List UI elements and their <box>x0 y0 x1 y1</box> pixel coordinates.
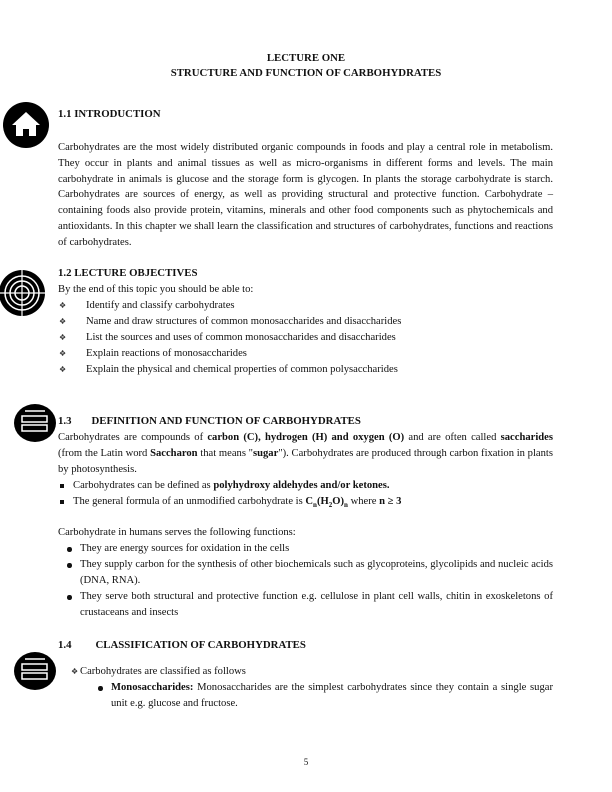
definition-heading: 1.3 DEFINITION AND FUNCTION OF CARBOHYDRATES <box>58 415 361 427</box>
list-item: ❖ Name and draw structures of common monosaccharides and disaccharides <box>58 314 553 330</box>
objectives-lead: By the end of this topic you should be able to: <box>58 284 254 295</box>
objectives-heading: 1.2 LECTURE OBJECTIVES <box>58 267 198 279</box>
list-item: They supply carbon for the synthesis of other biochemicals such as glycoproteins, glycolipids and nucleic acids (DNA, RNA). <box>67 557 553 589</box>
list-item: ❖ Explain the physical and chemical properties of common polysaccharides <box>58 362 553 378</box>
classification-sublist <box>98 680 553 712</box>
lecture-number: LECTURE ONE <box>266 52 346 64</box>
list-item: They are energy sources for oxidation in the cells <box>67 541 553 557</box>
list-item: Carbohydrates can be defined as polyhydroxy aldehydes and/or ketones. <box>58 478 553 494</box>
list-item: The general formula of an unmodified carbohydrate is $C_n(H_2O)_n$ where n ≥ 3 <box>58 494 553 510</box>
functions-lead: Carbohydrate in humans serves the following functions: <box>58 527 296 538</box>
target-icon <box>0 268 46 318</box>
list-icon <box>13 403 57 443</box>
list-item: ❖ Carbohydrates are classified as follows <box>70 664 553 680</box>
classification-list <box>70 664 553 680</box>
intro-heading: 1.1 INTRODUCTION <box>58 108 161 120</box>
definition-paragraph: Carbohydrates are compounds of carbon (C), hydrogen (H) and oxygen (O) and are often called saccharides (from the Latin word Saccharon that means "sugar"). Carbohydrates are produced through carbon fixation in plants by photosynthesis. <box>58 432 553 475</box>
functions-list <box>67 541 553 621</box>
list-item: ❖ List the sources and uses of common monosaccharides and disaccharides <box>58 330 553 346</box>
home-icon <box>2 101 50 149</box>
page-number: 5 <box>303 757 309 767</box>
list-item: They serve both structural and protective function e.g. cellulose in plant cell walls, chitin in exoskeletons of crustaceans and insects <box>67 589 553 621</box>
list-icon <box>13 651 57 691</box>
list-item: ❖ Explain reactions of monosaccharides <box>58 346 553 362</box>
list-item: Monosaccharides: Monosaccharides are the simplest carbohydrates since they contain a single sugar unit e.g. glucose and fructose. <box>98 680 553 712</box>
intro-paragraph: Carbohydrates are the most widely distributed organic compounds in foods and play a central role in metabolism. They occur in plants and animal tissues as well as micro-organisms in different forms and levels. The main carbohydrate in animals is glucose and the storage form is glycogen. In plants the storage carbohydrate is starch. Carbohydrates are sources of energy, as well as providing structural and protective function. Carbohydrate –containing foods also provide protein, vitamins, minerals and other food components such as phytochemicals and antioxidants. In this chapter we shall learn the classification and structures of carbohydrates, functions and reactions of carbohydrates. <box>58 142 553 248</box>
classification-heading: 1.4 CLASSIFICATION OF CARBOHYDRATES <box>58 639 306 651</box>
objectives-list <box>58 298 553 378</box>
page-title: STRUCTURE AND FUNCTION OF CARBOHYDRATES <box>170 67 442 79</box>
list-item: ❖ Identify and classify carbohydrates <box>58 298 553 314</box>
definition-list <box>58 478 553 510</box>
